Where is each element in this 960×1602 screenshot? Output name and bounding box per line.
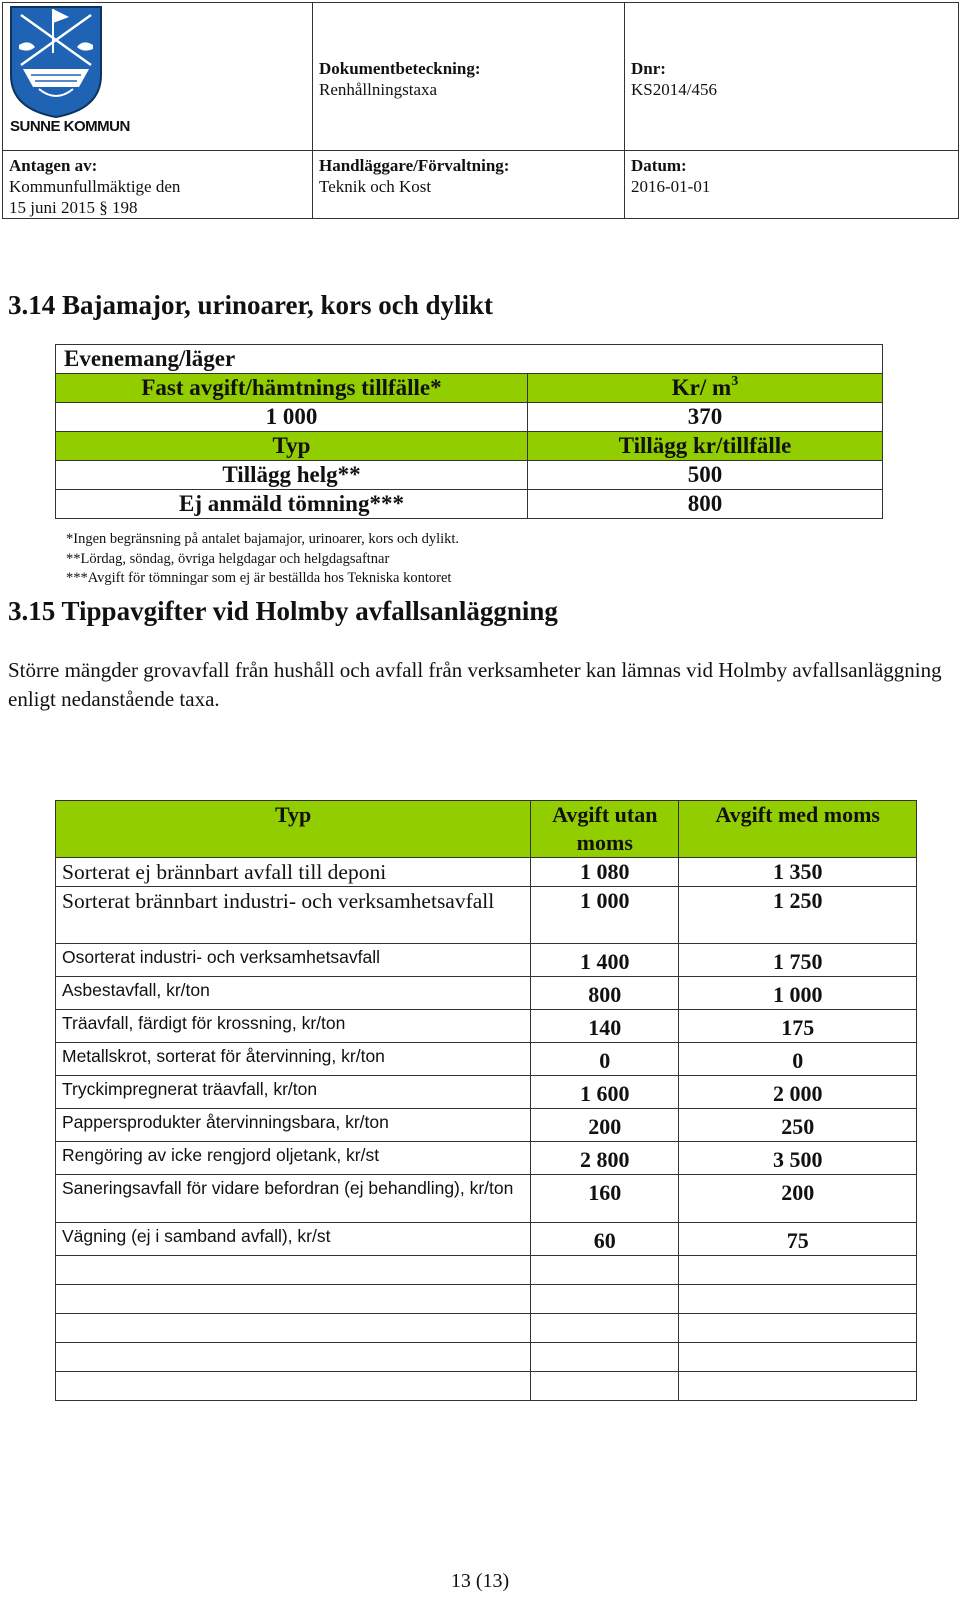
table-header-row bbox=[56, 801, 917, 858]
section-15-heading: 3.15 Tippavgifter vid Holmby avfallsanläggning bbox=[8, 596, 558, 626]
empty-cell bbox=[531, 1256, 679, 1285]
row-incl: 0 bbox=[679, 1043, 917, 1076]
handler-value: Teknik och Kost bbox=[319, 177, 432, 196]
unit-header-cell bbox=[528, 374, 883, 403]
dnr-label: Dnr: bbox=[631, 59, 666, 78]
empty-row bbox=[56, 1285, 917, 1314]
row-incl: 1 350 bbox=[679, 858, 917, 887]
table-row bbox=[56, 1109, 917, 1142]
row-name: Sorterat ej brännbart avfall till deponi bbox=[56, 858, 531, 887]
empty-row bbox=[56, 1314, 917, 1343]
row-name: Rengöring av icke rengjord oljetank, kr/st bbox=[56, 1142, 531, 1175]
doc-designation-cell bbox=[313, 3, 625, 151]
addon-type: Tillägg helg** bbox=[56, 461, 528, 490]
row-name: Träavfall, färdigt för krossning, kr/ton bbox=[56, 1010, 531, 1043]
addon-value: 500 bbox=[528, 461, 883, 490]
unit-header: Kr/ m bbox=[671, 375, 732, 400]
footnote: *Ingen begränsning på antalet bajamajor, urinoarer, kors och dylikt. bbox=[66, 531, 460, 547]
table-row bbox=[56, 461, 883, 490]
empty-cell bbox=[531, 1343, 679, 1372]
row-incl: 175 bbox=[679, 1010, 917, 1043]
doc-designation-value: Renhållningstaxa bbox=[319, 80, 438, 99]
handler-cell bbox=[313, 151, 625, 219]
row-name: Osorterat industri- och verksamhetsavfall bbox=[56, 944, 531, 977]
fee-value: 1 000 bbox=[56, 403, 528, 432]
row-excl: 0 bbox=[531, 1043, 679, 1076]
empty-cell bbox=[679, 1256, 917, 1285]
date-label: Datum: bbox=[631, 156, 687, 175]
table-row bbox=[56, 1142, 917, 1175]
fee-header: Fast avgift/hämtnings tillfälle* bbox=[56, 374, 528, 403]
dnr-value: KS2014/456 bbox=[631, 80, 717, 99]
row-excl: 1 400 bbox=[531, 944, 679, 977]
empty-cell bbox=[56, 1314, 531, 1343]
empty-cell bbox=[679, 1372, 917, 1401]
date-value: 2016-01-01 bbox=[631, 177, 711, 196]
table-header-row bbox=[56, 374, 883, 403]
type-header: Typ bbox=[56, 432, 528, 461]
col-type-header: Typ bbox=[56, 801, 531, 858]
table-row bbox=[56, 1043, 917, 1076]
row-excl: 160 bbox=[531, 1175, 679, 1223]
empty-cell bbox=[56, 1256, 531, 1285]
unit-superscript: 3 bbox=[731, 374, 739, 389]
empty-cell bbox=[679, 1285, 917, 1314]
document-header bbox=[2, 2, 959, 219]
table-row bbox=[56, 1175, 917, 1223]
row-excl: 800 bbox=[531, 977, 679, 1010]
row-name: Asbestavfall, kr/ton bbox=[56, 977, 531, 1010]
footnote: ***Avgift för tömningar som ej är beställda hos Tekniska kontoret bbox=[66, 570, 452, 586]
row-incl: 75 bbox=[679, 1223, 917, 1256]
dnr-cell bbox=[625, 3, 959, 151]
row-excl: 2 800 bbox=[531, 1142, 679, 1175]
logo-wordmark: SUNNE KOMMUN bbox=[10, 118, 130, 135]
row-name: Sorterat brännbart industri- och verksamhetsavfall bbox=[56, 887, 531, 944]
footnote: **Lördag, söndag, övriga helgdagar och helgdagsaftnar bbox=[66, 550, 390, 567]
table-row bbox=[56, 490, 883, 519]
row-name: Metallskrot, sorterat för återvinning, kr/ton bbox=[56, 1043, 531, 1076]
empty-cell bbox=[56, 1285, 531, 1314]
col-incl-header: Avgift med moms bbox=[679, 801, 917, 858]
row-excl: 1 080 bbox=[531, 858, 679, 887]
row-excl: 1 600 bbox=[531, 1076, 679, 1109]
table-row bbox=[56, 403, 883, 432]
adopted-line-2: 15 juni 2015 § 198 bbox=[9, 198, 138, 217]
empty-row bbox=[56, 1256, 917, 1285]
empty-cell bbox=[679, 1314, 917, 1343]
row-incl: 250 bbox=[679, 1109, 917, 1142]
footnotes bbox=[66, 530, 459, 589]
table-header-row bbox=[56, 432, 883, 461]
adopted-line-1: Kommunfullmäktige den bbox=[9, 177, 181, 196]
table-row bbox=[56, 1076, 917, 1109]
row-excl: 1 000 bbox=[531, 887, 679, 944]
table-row bbox=[56, 944, 917, 977]
intro-paragraph: Större mängder grovavfall från hushåll och avfall från verksamheter kan lämnas vid Holmby avfallsanläggning enligt nedanstående taxa. bbox=[8, 658, 942, 711]
date-cell bbox=[625, 151, 959, 219]
empty-row bbox=[56, 1343, 917, 1372]
table-row bbox=[56, 977, 917, 1010]
unit-value: 370 bbox=[528, 403, 883, 432]
empty-cell bbox=[56, 1372, 531, 1401]
empty-cell bbox=[531, 1314, 679, 1343]
table-row bbox=[56, 887, 917, 944]
addon-value: 800 bbox=[528, 490, 883, 519]
row-incl: 1 250 bbox=[679, 887, 917, 944]
doc-designation-label: Dokumentbeteckning: bbox=[319, 59, 481, 78]
page-number: 13 (13) bbox=[450, 1570, 510, 1592]
table-row bbox=[56, 1223, 917, 1256]
col-excl-header: Avgift utan moms bbox=[531, 801, 679, 858]
addon-header: Tillägg kr/tillfälle bbox=[528, 432, 883, 461]
table-row bbox=[56, 858, 917, 887]
table-title: Evenemang/läger bbox=[56, 345, 883, 374]
addon-type: Ej anmäld tömning*** bbox=[56, 490, 528, 519]
landfill-fee-table bbox=[55, 800, 917, 1401]
section-14-heading: 3.14 Bajamajor, urinoarer, kors och dylikt bbox=[8, 290, 494, 320]
row-name: Tryckimpregnerat träavfall, kr/ton bbox=[56, 1076, 531, 1109]
toilet-fee-table bbox=[55, 344, 883, 519]
row-incl: 3 500 bbox=[679, 1142, 917, 1175]
adopted-label: Antagen av: bbox=[9, 156, 98, 175]
row-name: Pappersprodukter återvinningsbara, kr/ton bbox=[56, 1109, 531, 1142]
row-incl: 1 750 bbox=[679, 944, 917, 977]
empty-cell bbox=[679, 1343, 917, 1372]
empty-cell bbox=[56, 1343, 531, 1372]
row-excl: 200 bbox=[531, 1109, 679, 1142]
empty-row bbox=[56, 1372, 917, 1401]
handler-label: Handläggare/Förvaltning: bbox=[319, 156, 510, 175]
row-excl: 140 bbox=[531, 1010, 679, 1043]
row-excl: 60 bbox=[531, 1223, 679, 1256]
empty-cell bbox=[531, 1285, 679, 1314]
row-name: Vägning (ej i samband avfall), kr/st bbox=[56, 1223, 531, 1256]
row-name: Saneringsavfall för vidare befordran (ej behandling), kr/ton bbox=[56, 1175, 531, 1223]
logo-cell bbox=[3, 3, 313, 151]
row-incl: 2 000 bbox=[679, 1076, 917, 1109]
empty-cell bbox=[531, 1372, 679, 1401]
row-incl: 200 bbox=[679, 1175, 917, 1223]
table-row bbox=[56, 1010, 917, 1043]
row-incl: 1 000 bbox=[679, 977, 917, 1010]
adopted-cell bbox=[3, 151, 313, 219]
